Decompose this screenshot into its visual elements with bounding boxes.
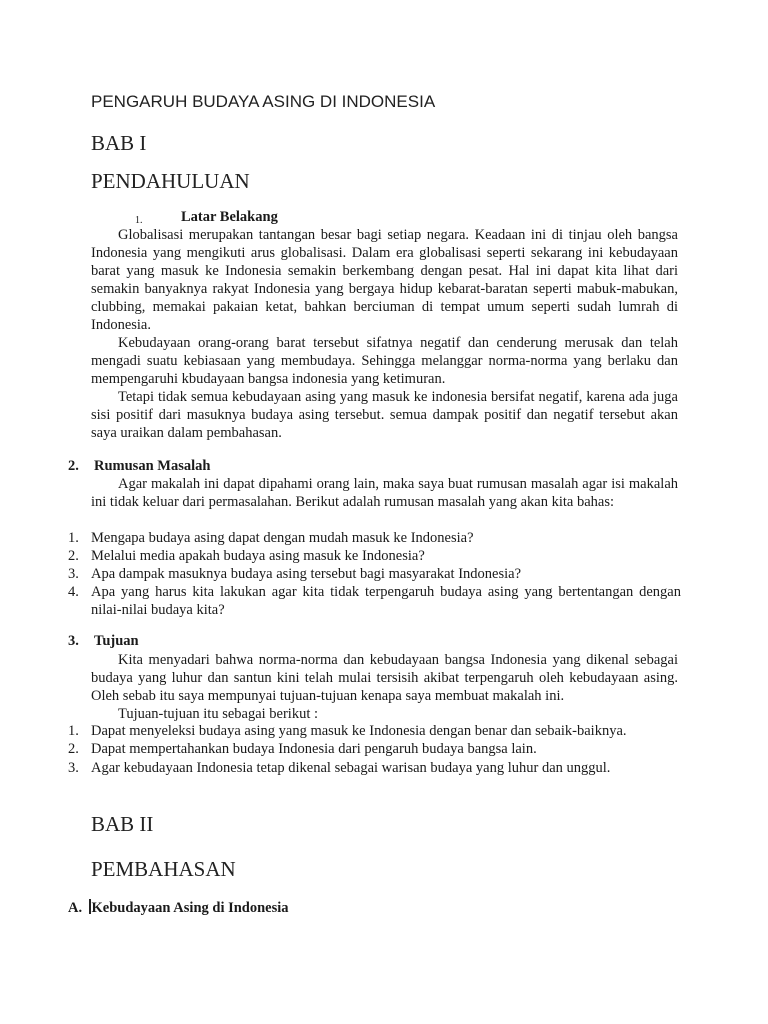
list-number: 1. [68, 530, 79, 546]
section-number: 2. [68, 458, 79, 474]
paragraph: Agar makalah ini dapat dipahami orang lain, maka saya buat rumusan masalah agar isi makalah ini tidak keluar dari permasalahan. Berikut adalah rumusan masalah yang akan kita bahas: [91, 476, 678, 510]
list-text: Agar kebudayaan Indonesia tetap dikenal sebagai warisan budaya yang luhur dan unggul. [91, 760, 611, 776]
list-number: 1. [68, 723, 79, 739]
list-number: 2. [68, 741, 79, 757]
list-number: 4. [68, 584, 79, 600]
list-text: Apa yang harus kita lakukan agar kita tidak terpengaruh budaya asing yang bertentangan dengan nilai-nilai budaya kita? [91, 584, 681, 618]
paragraph: Tujuan-tujuan itu sebagai berikut : [118, 706, 319, 722]
chapter-title-pembahasan: PEMBAHASAN [91, 857, 236, 881]
paragraph: Globalisasi merupakan tantangan besar bagi setiap negara. Keadaan ini di tinjau oleh bangsa Indonesia yang mengikuti arus globalisasi. Dalam era globalisasi seperti sekarang ini kebudayaan barat yang masuk ke Indonesia semakin berkembang dengan pesat. Hal ini dapat kita lihat dari semakin banyaknya rakyat Indonesia yang bergaya hidup kebarat-baratan seperti mabuk-mabukan, clubbing, memakai pakaian ketat, bahkan berciuman di tempat umum seperti sudah lumrah di Indonesia. [91, 227, 678, 333]
list-item [0, 565, 700, 583]
text-cursor [89, 899, 91, 914]
list-number: 2. [68, 548, 79, 564]
section-kebudayaan-asing [68, 899, 82, 917]
paragraph: Kita menyadari bahwa norma-norma dan kebudayaan bangsa Indonesia yang dikenal sebagai budaya yang luhur dan santun kini telah mulai tersisih akibat terpengaruh oleh kebudayaan asing. Oleh sebab itu saya mempunyai tujuan-tujuan kenapa saya membuat makalah ini. [91, 652, 678, 704]
list-item [0, 722, 700, 740]
list-number: 3. [68, 566, 79, 582]
paragraph: Tetapi tidak semua kebudayaan asing yang masuk ke indonesia bersifat negatif, karena ada juga sisi positif dari masuknya budaya asing tersebut. semua dampak positif dan negatif tersebut akan saya uraikan dalam pembahasan. [91, 389, 678, 441]
list-text: Mengapa budaya asing dapat dengan mudah masuk ke Indonesia? [91, 530, 474, 546]
section-number: A. [68, 900, 83, 916]
list-text: Apa dampak masuknya budaya asing tersebut bagi masyarakat Indonesia? [91, 566, 522, 582]
paragraph: Kebudayaan orang-orang barat tersebut sifatnya negatif dan cenderung merusak dan telah mengadi suatu kebiasaan yang membudaya. Sehingga melanggar norma-norma yang berlaku dan mempengaruhi kbudayaan bangsa indonesia yang ketimuran. [91, 335, 678, 387]
section-heading-kebudayaan-asing[interactable] [89, 899, 289, 917]
section-number: 1. [135, 215, 143, 226]
chapter-heading-bab-2: BAB II [91, 812, 154, 836]
list-item [0, 547, 700, 565]
list-text: Melalui media apakah budaya asing masuk ke Indonesia? [91, 548, 425, 564]
section-number: 3. [68, 633, 79, 649]
section-heading: Tujuan [94, 633, 139, 649]
list-text: Dapat menyeleksi budaya asing yang masuk ke Indonesia dengan benar dan sebaik-baiknya. [91, 723, 627, 739]
section-heading: Rumusan Masalah [94, 458, 211, 474]
list-item [0, 529, 700, 547]
list-number: 3. [68, 760, 79, 776]
document-title: PENGARUH BUDAYA ASING DI INDONESIA [91, 92, 436, 111]
list-item [0, 759, 700, 777]
list-item [0, 583, 700, 619]
chapter-title-pendahuluan: PENDAHULUAN [91, 169, 250, 193]
section-heading: Latar Belakang [181, 209, 278, 225]
chapter-heading-bab-1: BAB I [91, 131, 147, 155]
list-text: Dapat mempertahankan budaya Indonesia dari pengaruh budaya bangsa lain. [91, 741, 537, 757]
section-heading: Kebudayaan Asing di Indonesia [91, 900, 289, 916]
list-item [0, 740, 700, 758]
